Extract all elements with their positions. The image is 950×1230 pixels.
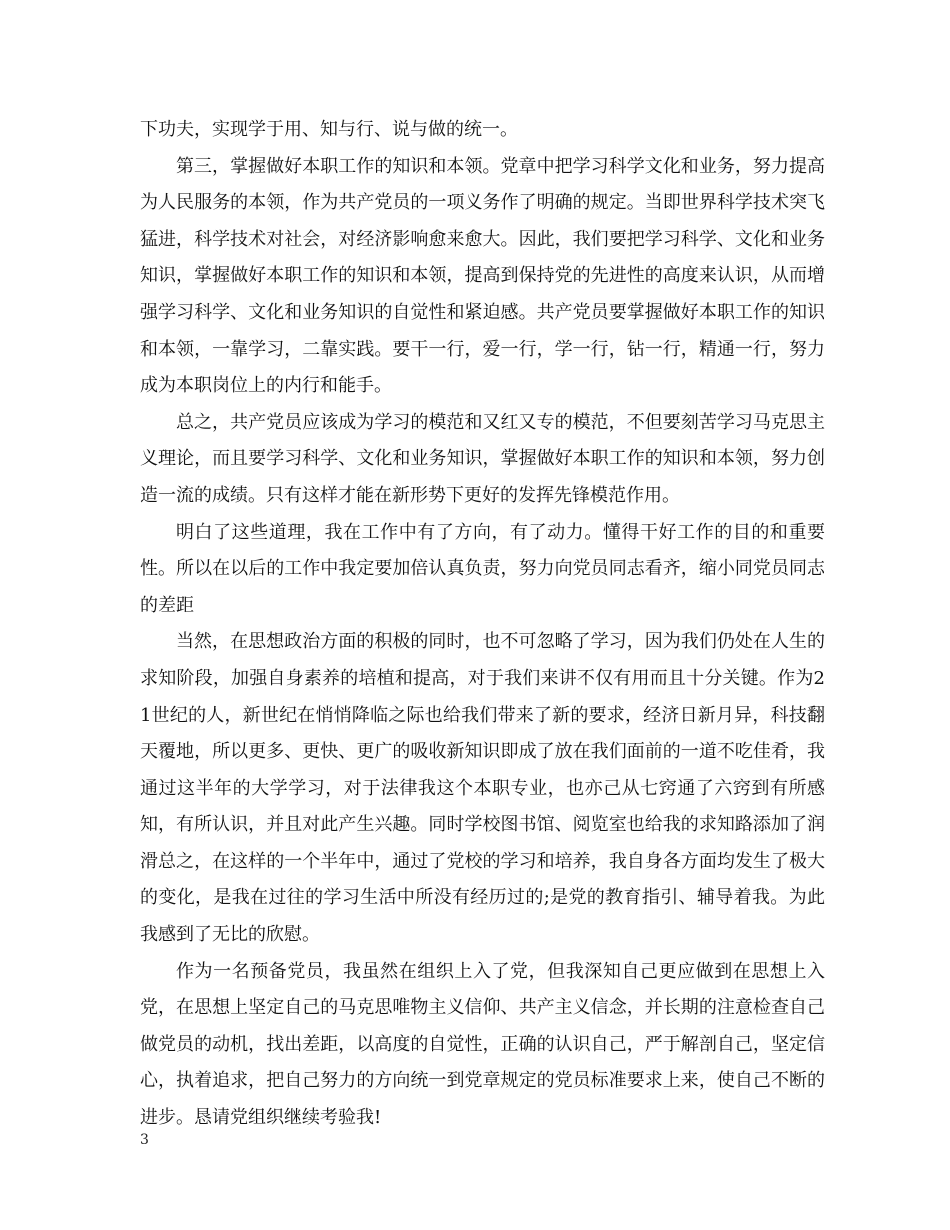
page-number: 3 bbox=[140, 1132, 149, 1148]
paragraph-study: 当然，在思想政治方面的积极的同时，也不可忽略了学习，因为我们仍处在人生的求知阶段，加强自身素养的培植和提高，对于我们来讲不仅有用而且十分关键。作为21世纪的人，新世纪在悄悄降临之际也给我们带来了新的要求，经济日新月异，科技翻天覆地，所以更多、更快、更广的吸收新知识即成了放在我们面前的一道不吃佳肴，我通过这半年的大学学习，对于法律我这个本职专业，也亦己从七窍通了六窍到有所感知，有所认识，并且对此产生兴趣。同时学校图书馆、阅览室也给我的求知路添加了润滑总之，在这样的一个半年中，通过了党校的学习和培养，我自身各方面均发生了极大的变化，是我在过往的学习生活中所没有经历过的;是党的教育指引、辅导着我。为此我感到了无比的欣慰。 bbox=[140, 631, 825, 946]
paragraph-probationary-member: 作为一名预备党员，我虽然在组织上入了党，但我深知自己更应做到在思想上入党，在思想上坚定自己的马克思唯物主义信仰、共产主义信念，并长期的注意检查自己做党员的动机，找出差距，以高度的自觉性，正确的认识自己，严于解剖自己，坚定信心，执着追求，把自己努力的方向统一到党章规定的党员标准要求上来，使自己不断的进步。恳请党组织继续考验我! bbox=[140, 960, 825, 1129]
body-text bbox=[140, 112, 825, 1137]
paragraph-understanding: 明白了这些道理，我在工作中有了方向，有了动力。懂得干好工作的目的和重要性。所以在以后的工作中我定要加倍认真负责，努力向党员同志看齐，缩小同党员同志的差距 bbox=[140, 521, 825, 616]
paragraph-third-point: 第三，掌握做好本职工作的知识和本领。党章中把学习科学文化和业务，努力提高为人民服务的本领，作为共产党员的一项义务作了明确的规定。当即世界科学技术突飞猛进，科学技术对社会，对经济影响愈来愈大。因此，我们要把学习科学、文化和业务知识，掌握做好本职工作的知识和本领，提高到保持党的先进性的高度来认识，从而增强学习科学、文化和业务知识的自觉性和紧迫感。共产党员要掌握做好本职工作的知识和本领，一靠学习，二靠实践。要干一行，爱一行，学一行，钻一行，精通一行，努力成为本职岗位上的内行和能手。 bbox=[140, 155, 825, 397]
paragraph-summary: 总之，共产党员应该成为学习的模范和又红又专的模范，不但要刻苦学习马克思主义理论，而且要学习科学、文化和业务知识，掌握做好本职工作的知识和本领，努力创造一流的成绩。只有这样才能在新形势下更好的发挥先锋模范作用。 bbox=[140, 411, 825, 506]
paragraph-continuation: 下功夫，实现学于用、知与行、说与做的统一。 bbox=[140, 119, 518, 140]
